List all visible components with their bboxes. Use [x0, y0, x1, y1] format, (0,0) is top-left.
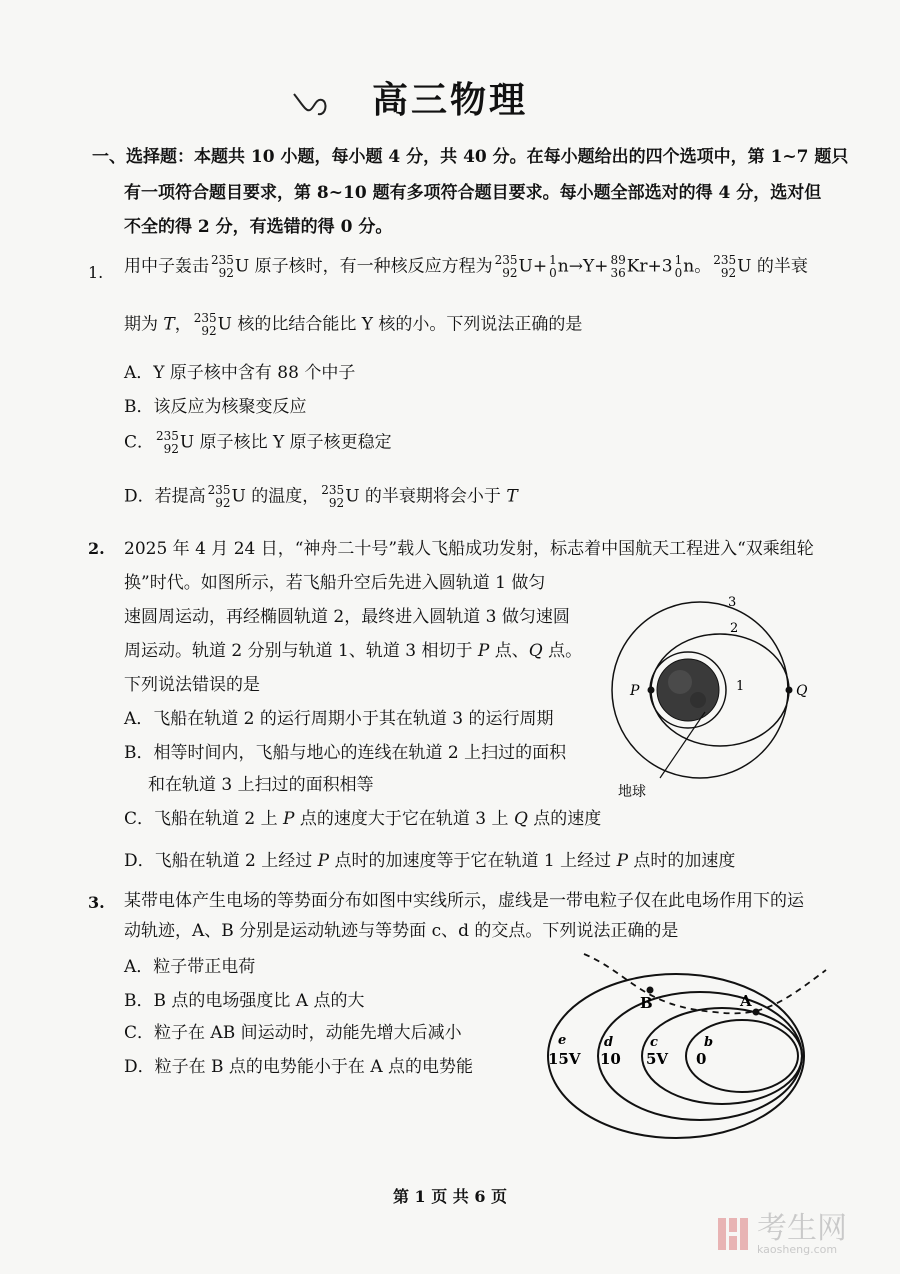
q1-option-c: C． 235 92 U 原子核比 Y 原子核更稳定: [124, 429, 392, 456]
q2-number: 2.: [88, 539, 105, 558]
point-b-label: B: [640, 994, 653, 1012]
q1-stem-line-1: 用中子轰击 235 92 U 原子核时，有一种核反应方程为 235 92 U+ 1 0 n→Y+ 89 36 Kr+3 1 0 n。 235 92 U 的半衰: [124, 253, 808, 280]
q1-option-a: A．Y 原子核中含有 88 个中子: [124, 363, 356, 383]
point-q-label: Q: [796, 683, 808, 699]
particle-trajectory: [584, 954, 826, 1013]
surface-b-value: 0: [696, 1050, 707, 1068]
q1-stem-line-2: 期为 T， 235 92 U 核的比结合能比 Y 核的小。下列说法正确的是: [124, 311, 583, 338]
q2-stem-line-5: 下列说法错误的是: [124, 675, 260, 695]
q3-number: 3.: [88, 893, 105, 912]
q3-option-d: D．粒子在 B 点的电势能小于在 A 点的电势能: [124, 1057, 474, 1077]
q3-option-b: B．B 点的电场强度比 A 点的大: [124, 991, 365, 1011]
surface-d-value: 10: [600, 1050, 621, 1068]
q2-stem-line-3: 速圆周运动，再经椭圆轨道 2，最终进入圆轨道 3 做匀速圆: [124, 607, 570, 627]
q2-option-a: A．飞船在轨道 2 的运行周期小于其在轨道 3 的运行周期: [124, 709, 554, 729]
surface-e-value: 15V: [548, 1050, 581, 1068]
point-p-label: P: [630, 683, 640, 699]
q2-option-c: C．飞船在轨道 2 上 P 点的速度大于它在轨道 3 上 Q 点的速度: [124, 809, 602, 829]
page-title: 高三物理: [371, 80, 528, 121]
point-b-marker: [647, 987, 654, 994]
watermark-logo-icon: [715, 1212, 751, 1256]
q2-option-b-line-2: 和在轨道 3 上扫过的面积相等: [148, 775, 374, 795]
section-line-3: 不全的得 2 分，有选错的得 0 分。: [124, 217, 393, 237]
surface-e: [548, 974, 804, 1138]
q2-stem-line-2: 换”时代。如图所示，若飞船升空后先进入圆轨道 1 做匀: [124, 573, 546, 593]
point-a-label: A: [740, 992, 752, 1010]
q3-option-c: C．粒子在 AB 间运动时，动能先增大后减小: [124, 1023, 462, 1043]
orbit-diagram: [600, 584, 830, 814]
equipotential-diagram: [536, 946, 836, 1146]
watermark-url: kaosheng.com: [757, 1242, 838, 1256]
section-line-1: 一、选择题：本题共 10 小题，每小题 4 分，共 40 分。在每小题给出的四个选项中，第 1~7 题只: [92, 147, 849, 167]
surface-e-label: e: [558, 1033, 567, 1048]
orbit-1-label: 1: [736, 679, 745, 694]
handwritten-mark: [290, 86, 340, 126]
q3-stem-line-1: 某带电体产生电场的等势面分布如图中实线所示，虚线是一带电粒子仅在此电场作用下的运: [124, 891, 804, 911]
q2-option-b-line-1: B．相等时间内，飞船与地心的连线在轨道 2 上扫过的面积: [124, 743, 567, 763]
orbit-2-label: 2: [730, 621, 739, 636]
surface-c-value: 5V: [646, 1050, 669, 1068]
q2-stem-line-1: 2025 年 4 月 24 日，“神舟二十号”载人飞船成功发射，标志着中国航天工程进入“双乘组轮: [124, 539, 814, 559]
earth-label: 地球: [618, 784, 646, 800]
watermark: [715, 1212, 847, 1256]
surface-b-label: b: [704, 1035, 714, 1050]
point-p-marker: [648, 687, 655, 694]
q2-option-d: D．飞船在轨道 2 上经过 P 点时的加速度等于它在轨道 1 上经过 P 点时的加速度: [124, 851, 736, 871]
q1-option-d: D．若提高 235 92 U 的温度， 235 92 U 的半衰期将会小于 T: [124, 483, 518, 510]
q2-stem-line-4: 周运动。轨道 2 分别与轨道 1、轨道 3 相切于 P 点、Q 点。: [124, 641, 583, 661]
q1-number: 1.: [88, 263, 104, 282]
q3-option-a: A．粒子带正电荷: [124, 957, 256, 977]
q3-stem-line-2: 动轨迹，A、B 分别是运动轨迹与等势面 c、d 的交点。下列说法正确的是: [124, 921, 679, 941]
orbit-3-label: 3: [728, 595, 737, 610]
surface-d-label: d: [604, 1035, 614, 1050]
watermark-text: 考生网: [757, 1210, 847, 1246]
point-a-marker: [753, 1009, 760, 1016]
surface-c-label: c: [650, 1035, 658, 1050]
page-footer: 第 1 页 共 6 页: [392, 1187, 508, 1206]
q1-option-b: B．该反应为核聚变反应: [124, 397, 307, 417]
point-q-marker: [786, 687, 793, 694]
section-line-2: 有一项符合题目要求，第 8~10 题有多项符合题目要求。每小题全部选对的得 4 分，选对但: [124, 183, 822, 203]
